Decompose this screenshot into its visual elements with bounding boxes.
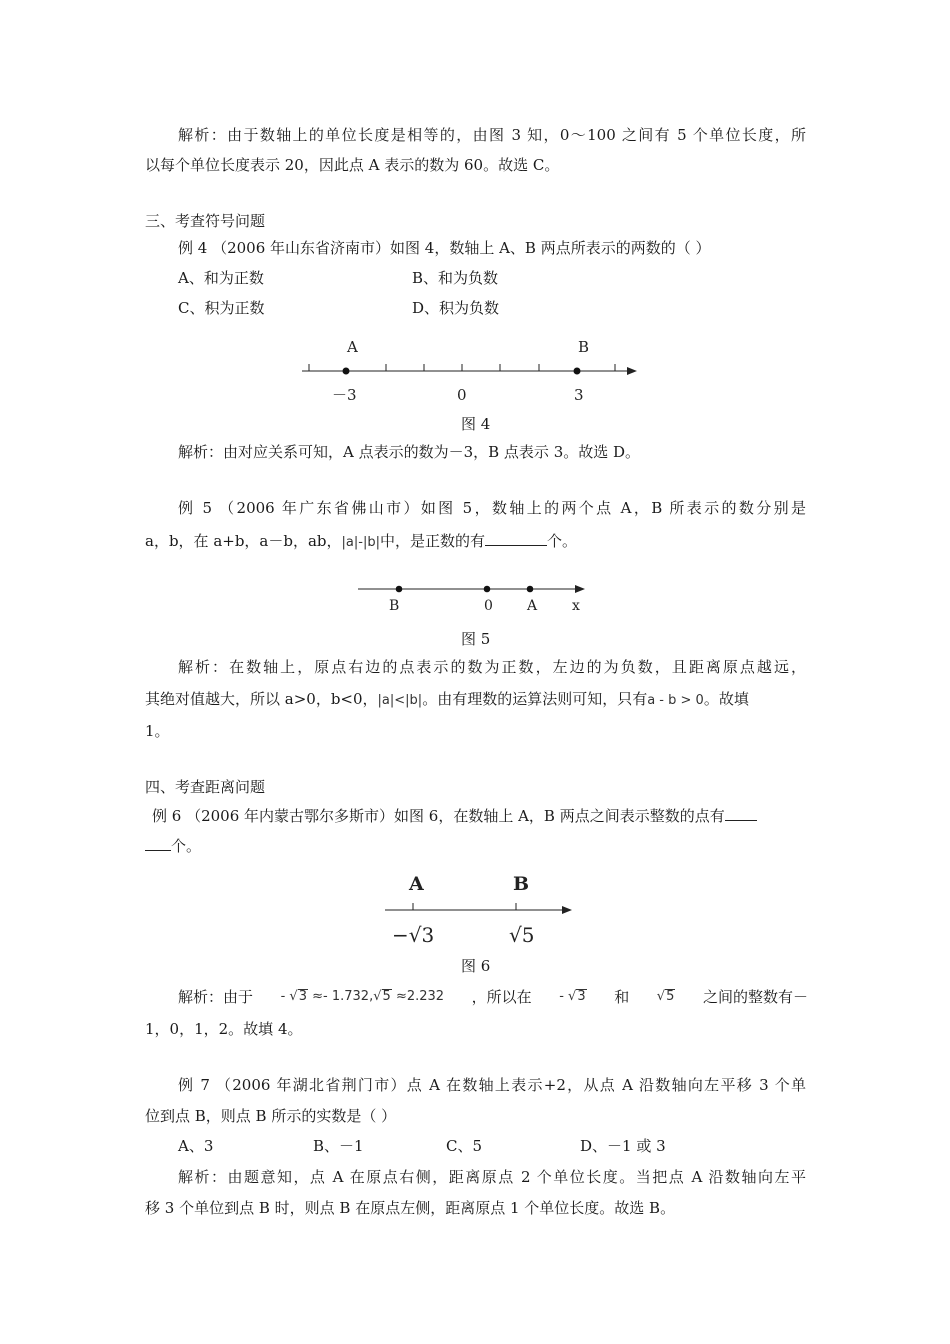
example-5-abs-expr: |a|-|b| [341, 535, 380, 550]
example-6-answer-blank-a[interactable] [725, 806, 757, 821]
example-4-option-c: C、积为正数 [178, 299, 265, 317]
fig4-point-a [343, 368, 350, 375]
fig5-point-b [396, 586, 403, 593]
example-6-answer-text: 解析：由于 [178, 988, 254, 1006]
fig4-tick-neg3: －3 [332, 386, 357, 404]
analysis-fig3-line2: 以每个单位长度表示 20，因此点 A 表示的数为 60。故选 C。 [145, 156, 560, 174]
fig4-arrow-icon [627, 367, 637, 375]
example-5-diff-expr: a - b > 0 [647, 693, 704, 708]
example-6-answer-line2: 1，0，1，2。故填 4。 [145, 1020, 303, 1038]
example-7-option-a: A、3 [178, 1137, 214, 1155]
fig4-point-b [574, 368, 581, 375]
example-7-option-d: D、－1 或 3 [580, 1137, 666, 1155]
example-6-stem-line1 [152, 806, 757, 826]
fig6-tick-neg-sqrt3: −√3 [392, 923, 435, 947]
fig5-label-x: x [572, 598, 580, 614]
fig5-point-a [527, 586, 534, 593]
example-5-stem-line2 [145, 531, 577, 553]
example-6-answer-blank-b[interactable] [145, 836, 171, 851]
example-5-answer-line1: 解析：在数轴上，原点右边的点表示的数为正数，左边的为负数，且距离原点越远， [178, 658, 806, 676]
example-5-answer-text: 。故填 [703, 690, 749, 708]
fig5-arrow-icon [575, 585, 585, 593]
fig6-label-a: A [409, 873, 424, 895]
example-7-stem-line2: 位到点 B，则点 B 所示的实数是（ ） [145, 1107, 397, 1125]
example-7-answer-line1: 解析：由题意知，点 A 在原点右侧，距离原点 2 个单位长度。当把点 A 沿数轴向左平 [178, 1168, 806, 1186]
fig5-point-0 [484, 586, 491, 593]
example-5-answer-text: 其绝对值越大，所以 a>0，b<0， [145, 690, 378, 708]
example-4-answer: 解析：由对应关系可知，A 点表示的数为－3，B 点表示 3。故选 D。 [178, 443, 641, 461]
example-7-option-b: B、－1 [313, 1137, 364, 1155]
example-4-option-d: D、积为负数 [412, 299, 500, 317]
example-6-stem-line2 [145, 836, 201, 856]
example-5-answer-line3: 1。 [145, 722, 170, 740]
example-5-stem-line1: 例 5 （2006 年广东省佛山市）如图 5，数轴上的两个点 A，B 所表示的数分别是 [178, 499, 806, 517]
example-7-answer-line2: 移 3 个单位到点 B 时，则点 B 在原点左侧，距离原点 1 个单位长度。故选 B。 [145, 1199, 676, 1217]
example-6-answer-text: 和 [614, 988, 630, 1006]
fig6-arrow-icon [562, 906, 572, 914]
fig6-tick-sqrt5: √5 [509, 923, 535, 947]
example-7-stem-line1: 例 7 （2006 年湖北省荆门市）点 A 在数轴上表示+2，从点 A 沿数轴向左平移 3 个单 [178, 1076, 806, 1094]
example-6-unit: 个。 [171, 837, 202, 855]
section-3-heading: 三、考查符号问题 [145, 212, 266, 230]
fig5-label-0: 0 [484, 598, 493, 614]
section-4-heading: 四、考查距离问题 [145, 778, 266, 796]
example-5-unit: 个。 [546, 532, 577, 550]
example-6-answer-line1 [178, 987, 808, 1007]
example-5-text: 中，是正数的有 [379, 532, 485, 550]
example-5-answer-text: 。由有理数的运算法则可知，只有 [422, 690, 648, 708]
fig4-tick-0: 0 [457, 386, 467, 404]
fig6-label-b: B [513, 873, 530, 895]
example-5-answer-blank[interactable] [485, 531, 547, 546]
fig5-label-a: A [527, 598, 538, 614]
example-6-answer-text: ，所以在 [471, 988, 532, 1006]
example-5-answer-line2 [145, 689, 749, 711]
example-6-neg-sqrt3: - √3 [559, 989, 586, 1004]
fig4-tick-3: 3 [574, 386, 584, 404]
example-6-approx-expr: - √3 ≈- 1.732,√5 ≈2.232 [280, 989, 445, 1004]
example-4-stem: 例 4 （2006 年山东省济南市）如图 4，数轴上 A、B 两点所表示的两数的（ ） [178, 239, 711, 257]
figure-4-caption: 图 4 [461, 415, 491, 433]
example-6-stem-text: 例 6 （2006 年内蒙古鄂尔多斯市）如图 6，在数轴上 A，B 两点之间表示整数的点有 [152, 807, 725, 825]
example-7-option-c: C、5 [446, 1137, 483, 1155]
fig5-label-b: B [389, 598, 400, 614]
analysis-fig3-line1: 解析：由于数轴上的单位长度是相等的，由图 3 知，0～100 之间有 5 个单位长度，所 [178, 126, 806, 144]
example-5-expr-list: a，b，在 a+b，a－b，ab， [145, 532, 342, 550]
fig4-label-a: A [347, 338, 358, 356]
example-4-option-b: B、和为负数 [412, 269, 499, 287]
example-6-answer-text: 之间的整数有－ [702, 988, 808, 1006]
example-5-abs-compare: |a|<|b| [377, 693, 423, 708]
figure-5-caption: 图 5 [461, 630, 491, 648]
fig4-label-b: B [578, 338, 590, 356]
example-4-option-a: A、和为正数 [178, 269, 264, 287]
example-6-sqrt5: √5 [656, 989, 675, 1004]
figure-6-caption: 图 6 [461, 957, 491, 975]
